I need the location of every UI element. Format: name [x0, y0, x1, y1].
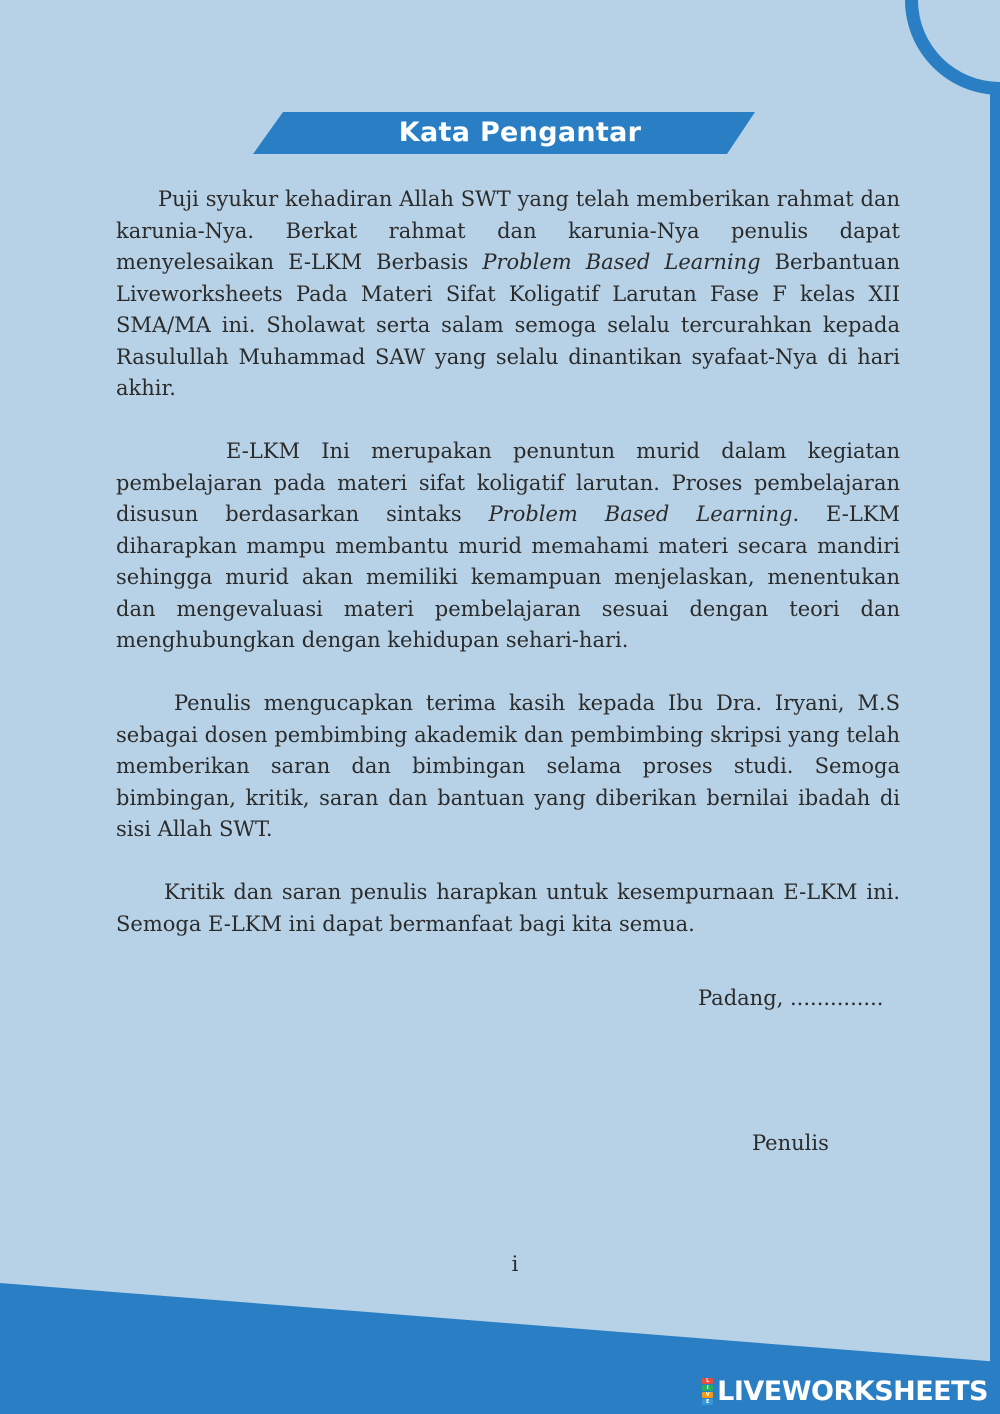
- paragraph-2: E-LKM Ini merupakan penuntun murid dalam kegiatan pembelajaran pada materi sifat koligatif larutan. Proses pembelajaran disusun berdasarkan sintaks Problem Based Learning. E-LKM diharapkan mampu membantu murid memahami materi secara mandiri sehingga murid akan memiliki kemampuan menjelaskan, menentukan dan mengevaluasi materi pembelajaran sesuai dengan teori dan menghubungkan dengan kehidupan sehari-hari.: [116, 439, 900, 652]
- logo-letter-i: I: [702, 1385, 713, 1391]
- author-signature: Penulis: [752, 1131, 829, 1155]
- page-title: Kata Pengantar: [398, 117, 642, 148]
- place-date: Padang, ..............: [698, 986, 884, 1010]
- paragraph-1: Puji syukur kehadiran Allah SWT yang telah memberikan rahmat dan karunia-Nya. Berkat rahmat dan karunia-Nya penulis dapat menyelesaikan E-LKM Berbasis Problem Based Learning Berbantuan Liveworksheets Pada Materi Sifat Koligatif Larutan Fase F kelas XII SMA/MA ini. Sholawat serta salam semoga selalu tercurahkan kepada Rasulullah Muhammad SAW yang selalu dinantikan syafaat-Nya di hari akhir.: [116, 187, 901, 400]
- paragraph-4: Kritik dan saran penulis harapkan untuk kesempurnaan E-LKM ini. Semoga E-LKM ini dapat bermanfaat bagi kita semua.: [116, 880, 900, 936]
- paragraph-3: Penulis mengucapkan terima kasih kepada Ibu Dra. Iryani, M.S sebagai dosen pembimbing akademik dan pembimbing skripsi yang telah memberikan saran dan bimbingan selama proses studi. Semoga bimbingan, kritik, saran dan bantuan yang diberikan bernilai ibadah di sisi Allah SWT.: [116, 691, 900, 841]
- liveworksheets-logo-icon: [702, 1378, 713, 1405]
- right-border-strip: [990, 0, 1000, 1414]
- logo-letter-l: L: [702, 1378, 713, 1384]
- logo-letter-e: E: [702, 1399, 713, 1405]
- top-right-corner-inner: [918, 0, 1000, 82]
- brand-name: LIVEWORKSHEETS: [717, 1375, 988, 1407]
- page-number: i: [511, 1252, 519, 1276]
- foreword-body: [116, 184, 900, 972]
- logo-letter-v: V: [702, 1392, 713, 1398]
- liveworksheets-brand: [702, 1376, 988, 1406]
